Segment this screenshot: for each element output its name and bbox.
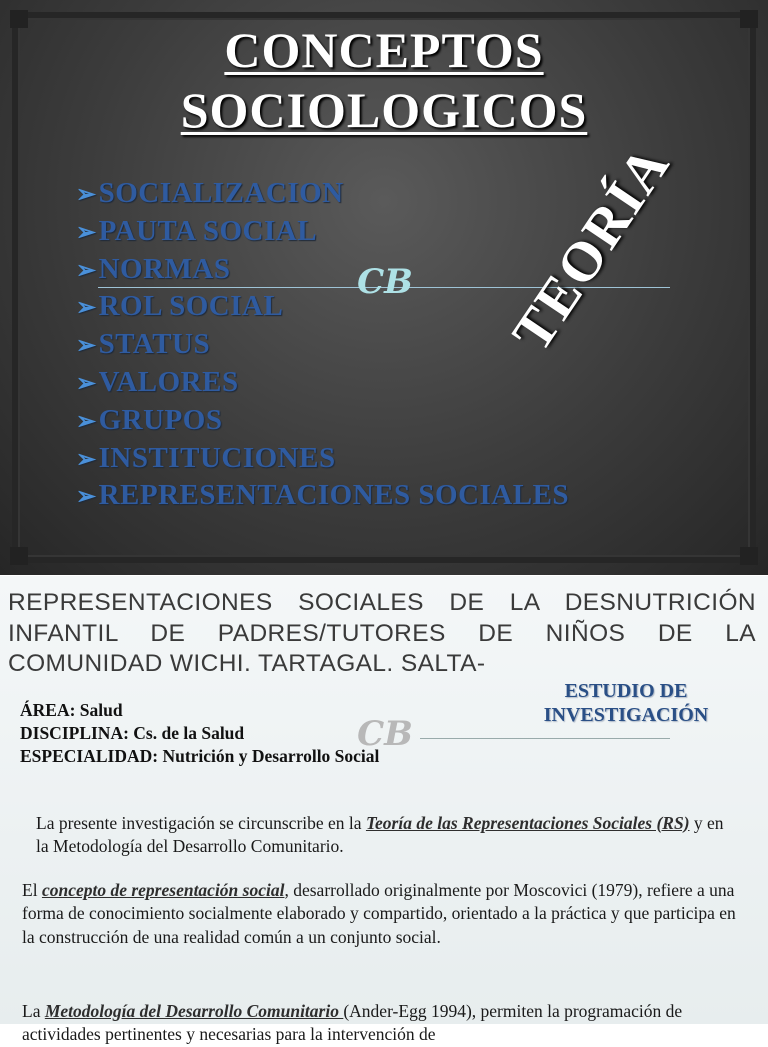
list-item: ➢NORMAS bbox=[76, 252, 231, 285]
title-line: REPRESENTACIONES SOCIALES DE LA DESNUTRICIÓN bbox=[8, 589, 756, 616]
arrow-bullet-icon: ➢ bbox=[76, 484, 97, 511]
list-item: ➢GRUPOS bbox=[76, 403, 223, 436]
list-item: ➢SOCIALIZACION bbox=[76, 177, 344, 209]
meta-disciplina: DISCIPLINA: Cs. de la Salud bbox=[20, 723, 245, 743]
list-item: ➢INSTITUCIONES bbox=[76, 441, 336, 474]
badge-line2: INVESTIGACIÓN bbox=[543, 704, 709, 726]
list-item: ➢STATUS bbox=[76, 328, 211, 361]
slide2-title bbox=[8, 588, 756, 680]
ornament-icon: CB bbox=[357, 714, 413, 754]
paragraph-concept: El concepto de representación social, desarrollado originalmente por Moscovici (1979), refiere a una forma de conocimiento socialmente elaborado y compartido, orientado a la práctica y que participa en la construcción de una realidad común a un conjunto social. bbox=[22, 879, 736, 947]
slide-investigacion bbox=[0, 576, 768, 1044]
arrow-bullet-icon: ➢ bbox=[76, 182, 97, 208]
highlight-term: concepto de representación social bbox=[41, 879, 285, 900]
arrow-bullet-icon: ➢ bbox=[76, 370, 97, 397]
list-item: ➢REPRESENTACIONES SOCIALES bbox=[76, 479, 570, 512]
meta-info bbox=[20, 699, 379, 768]
highlight-term: Metodología del Desarrollo Comunitario bbox=[44, 1000, 344, 1021]
meta-especialidad: ESPECIALIDAD: Nutrición y Desarrollo Social bbox=[20, 746, 380, 766]
arrow-bullet-icon: ➢ bbox=[76, 408, 97, 435]
arrow-bullet-icon: ➢ bbox=[76, 333, 97, 360]
study-badge bbox=[524, 679, 728, 727]
divider-line bbox=[420, 738, 670, 739]
paragraph-methodology: La Metodología del Desarrollo Comunitario (Ander-Egg 1994), permiten la programación de actividades pertinentes y necesarias para la intervención de bbox=[22, 1000, 683, 1044]
title-line: COMUNIDAD WICHI. TARTAGAL. SALTA- bbox=[8, 650, 486, 677]
meta-area: ÁREA: Salud bbox=[20, 700, 123, 720]
list-item: ➢VALORES bbox=[76, 365, 239, 398]
highlight-term: Teoría de las Representaciones Sociales (RS) bbox=[365, 812, 690, 833]
list-item: ➢ROL SOCIAL bbox=[76, 290, 284, 323]
arrow-bullet-icon: ➢ bbox=[76, 219, 97, 246]
arrow-bullet-icon: ➢ bbox=[76, 446, 97, 473]
list-item: ➢PAUTA SOCIAL bbox=[76, 214, 318, 247]
title-line: INFANTIL DE PADRES/TUTORES DE NIÑOS DE LA bbox=[8, 619, 756, 647]
frame-corner bbox=[740, 547, 758, 565]
arrow-bullet-icon: ➢ bbox=[76, 257, 97, 284]
slide-title-line2: SOCIOLOGICOS bbox=[180, 82, 588, 138]
badge-line1: ESTUDIO DE bbox=[564, 680, 688, 702]
frame-corner bbox=[10, 547, 28, 565]
teoria-label: TEORÍA bbox=[500, 134, 683, 363]
ornament-icon: CB bbox=[357, 262, 413, 302]
slide-title-line1: CONCEPTOS bbox=[224, 22, 544, 78]
concept-list bbox=[76, 176, 569, 516]
arrow-bullet-icon: ➢ bbox=[76, 295, 97, 322]
paragraph-intro: La presente investigación se circunscribe en la Teoría de las Representaciones Sociales (RS) y en la Metodología del Desarrollo Comunitario. bbox=[36, 812, 724, 856]
